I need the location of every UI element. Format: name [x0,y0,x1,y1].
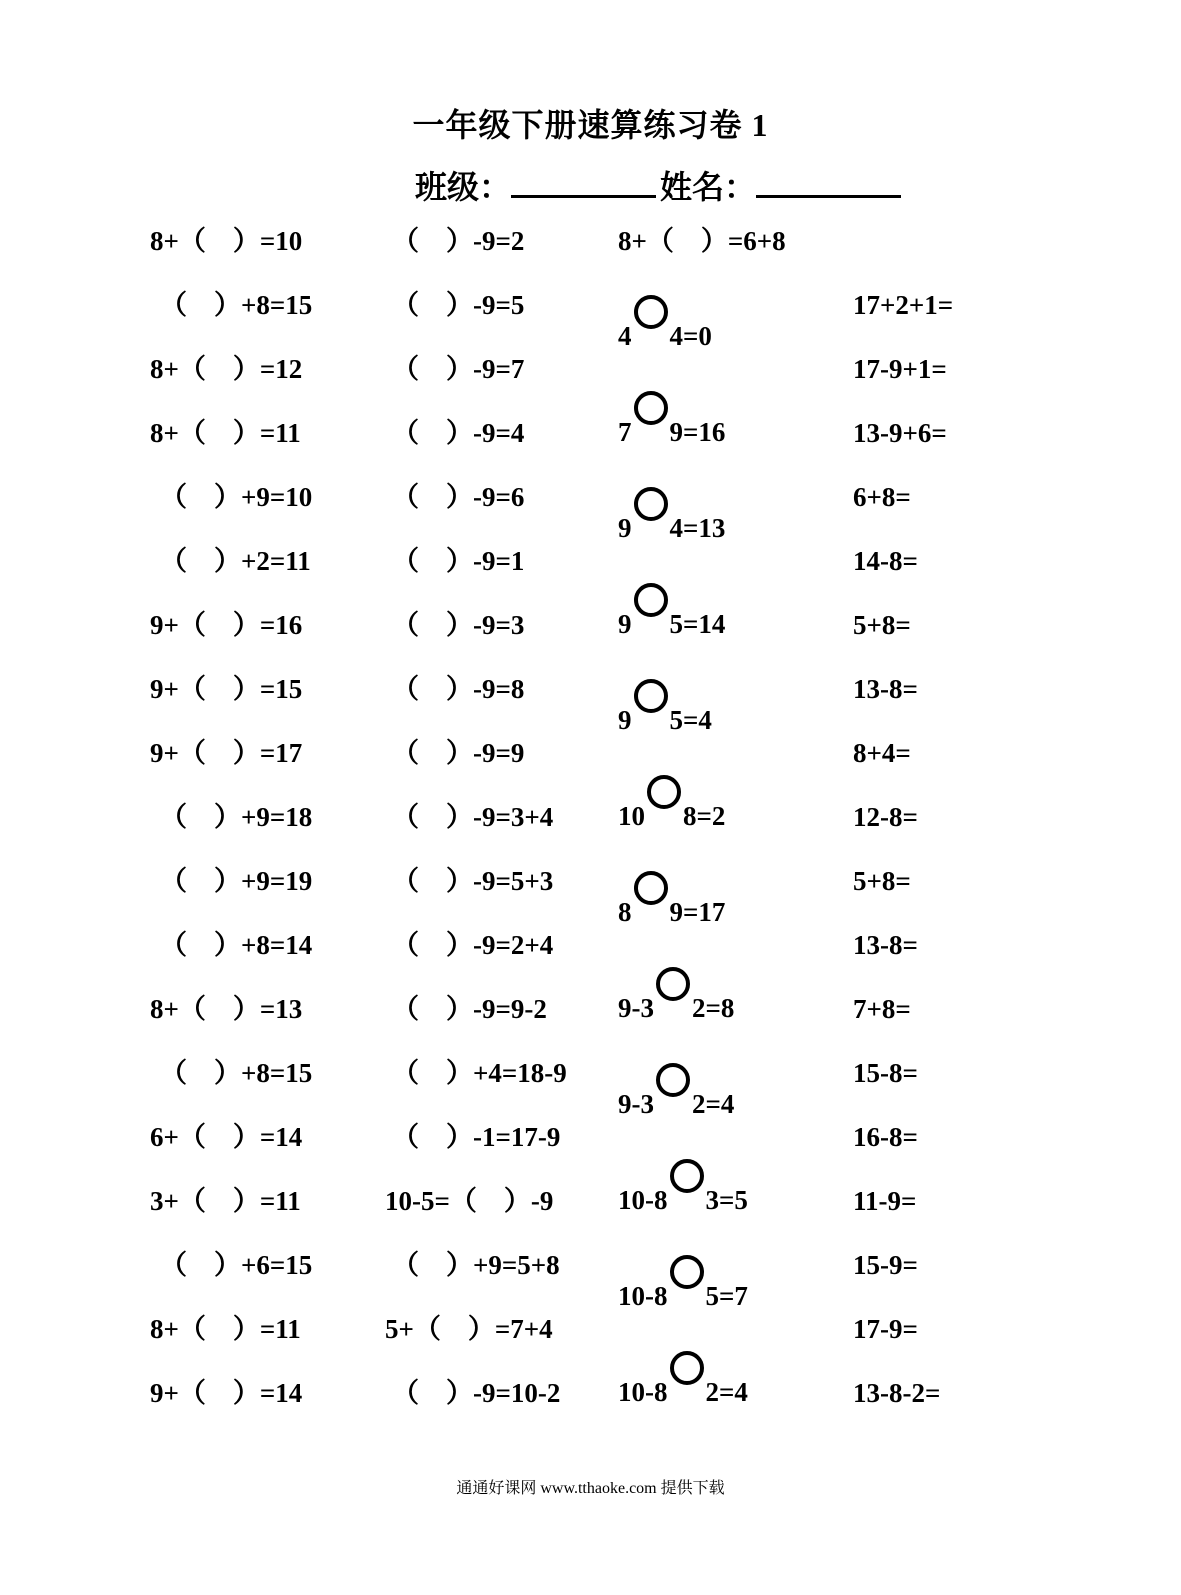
compare-left: 10 [618,801,645,831]
exercise-col1-item: 9+（ ）=15 [150,674,303,704]
exercise-col1-item: 8+（ ）=12 [150,354,303,384]
exercise-col2-item: （ ）+4=18-9 [392,1058,567,1088]
exercise-col4-item: 5+8= [853,866,911,896]
compare-right: 2=4 [692,1089,735,1119]
exercise-col2-item: （ ）-9=7 [392,354,525,384]
exercise-col4-item: 13-8= [853,930,918,960]
class-blank[interactable] [511,165,656,198]
exercise-col4-item: 7+8= [853,994,911,1024]
compare-item [618,889,725,928]
exercise-col3-first: 8+（ ）=6+8 [618,226,786,256]
compare-item [618,793,725,832]
exercise-col1-item: 9+（ ）=17 [150,738,303,768]
answer-circle[interactable] [634,679,668,713]
exercise-col1-item: （ ）+9=19 [160,866,313,896]
exercise-col2-item: （ ）-9=9 [392,738,525,768]
exercise-col4-item: 6+8= [853,482,911,512]
exercise-col1-item: 8+（ ）=11 [150,1314,301,1344]
exercise-col2-item: （ ）-9=4 [392,418,525,448]
compare-left: 9 [618,705,632,735]
exercise-col2-item: （ ）-9=10-2 [392,1378,561,1408]
compare-right: 5=14 [669,609,726,639]
compare-right: 2=4 [705,1377,748,1407]
exercise-col1-item: （ ）+8=14 [160,930,313,960]
compare-left: 4 [618,321,632,351]
compare-right: 8=2 [683,801,726,831]
exercise-col4-item: 17-9= [853,1314,918,1344]
exercise-col1-item: 8+（ ）=10 [150,226,303,256]
exercise-col2-item: （ ）-1=17-9 [392,1122,561,1152]
compare-right: 9=17 [669,897,726,927]
compare-item [618,313,712,352]
answer-circle[interactable] [670,1159,704,1193]
compare-right: 3=5 [705,1185,748,1215]
exercise-col1-item: 9+（ ）=14 [150,1378,303,1408]
exercise-col2-item: 5+（ ）=7+4 [385,1314,553,1344]
exercise-col2-item: （ ）-9=5 [392,290,525,320]
compare-right: 4=0 [669,321,712,351]
exercise-col2-item: （ ）-9=3 [392,610,525,640]
exercise-col2-item: （ ）-9=1 [392,546,525,576]
compare-left: 9-3 [618,1089,654,1119]
exercise-col2-item: （ ）-9=5+3 [392,866,554,896]
exercise-col1-item: 8+（ ）=11 [150,418,301,448]
answer-circle[interactable] [634,391,668,425]
compare-left: 9 [618,513,632,543]
footer-credit: 通通好课网 www.tthaoke.com 提供下载 [456,1480,725,1497]
exercise-col4-item: 15-9= [853,1250,918,1280]
exercise-col2-item: （ ）-9=2+4 [392,930,554,960]
exercise-col1-item: （ ）+2=11 [160,546,311,576]
exercise-col4-item: 8+4= [853,738,911,768]
exercise-col4-item: 14-8= [853,546,918,576]
compare-item [618,985,734,1024]
exercise-col4-item: 13-8= [853,674,918,704]
exercise-col2-item: （ ）-9=9-2 [392,994,547,1024]
exercise-col4-item: 16-8= [853,1122,918,1152]
compare-item [618,409,725,448]
class-label: 班级： [415,169,512,205]
compare-item [618,1081,734,1120]
answer-circle[interactable] [634,871,668,905]
compare-right: 9=16 [669,417,726,447]
compare-left: 10-8 [618,1281,668,1311]
exercise-col2-item: （ ）-9=8 [392,674,525,704]
compare-left: 9-3 [618,993,654,1023]
compare-left: 10-8 [618,1377,668,1407]
exercise-col1-item: 6+（ ）=14 [150,1122,303,1152]
exercise-col2-item: （ ）-9=6 [392,482,525,512]
answer-circle[interactable] [656,967,690,1001]
compare-right: 2=8 [692,993,735,1023]
exercise-col1-item: （ ）+6=15 [160,1250,313,1280]
name-blank[interactable] [756,165,901,198]
exercise-col1-item: 3+（ ）=11 [150,1186,301,1216]
answer-circle[interactable] [634,487,668,521]
exercise-col4-item: 5+8= [853,610,911,640]
page-title: 一年级下册速算练习卷 1 [412,107,769,143]
exercise-col1-item: 8+（ ）=13 [150,994,303,1024]
exercise-col1-item: 9+（ ）=16 [150,610,303,640]
compare-item [618,505,725,544]
exercise-col1-item: （ ）+8=15 [160,290,313,320]
compare-right: 5=7 [705,1281,748,1311]
exercise-col4-item: 17+2+1= [853,290,954,320]
exercise-col2-item: （ ）-9=2 [392,226,525,256]
exercise-col4-item: 12-8= [853,802,918,832]
compare-left: 10-8 [618,1185,668,1215]
exercise-col4-item: 15-8= [853,1058,918,1088]
answer-circle[interactable] [670,1255,704,1289]
compare-left: 8 [618,897,632,927]
answer-circle[interactable] [656,1063,690,1097]
exercise-col2-item: （ ）+9=5+8 [392,1250,560,1280]
exercise-col1-item: （ ）+9=18 [160,802,313,832]
compare-item [618,1369,748,1408]
compare-right: 4=13 [669,513,726,543]
answer-circle[interactable] [647,775,681,809]
exercise-col1-item: （ ）+9=10 [160,482,313,512]
exercise-col4-item: 17-9+1= [853,354,947,384]
exercise-col4-item: 13-9+6= [853,418,947,448]
student-info [415,162,905,208]
exercise-col2-item: （ ）-9=3+4 [392,802,554,832]
answer-circle[interactable] [634,295,668,329]
answer-circle[interactable] [670,1351,704,1385]
compare-item [618,601,725,640]
exercise-col4-item: 11-9= [853,1186,917,1216]
exercise-col1-item: （ ）+8=15 [160,1058,313,1088]
answer-circle[interactable] [634,583,668,617]
compare-left: 9 [618,609,632,639]
name-label: 姓名： [660,169,757,205]
compare-item [618,1273,748,1312]
compare-item [618,697,712,736]
compare-right: 5=4 [669,705,712,735]
exercise-col4-item: 13-8-2= [853,1378,941,1408]
exercise-col2-item: 10-5=（ ）-9 [385,1186,554,1216]
compare-item [618,1177,748,1216]
compare-left: 7 [618,417,632,447]
